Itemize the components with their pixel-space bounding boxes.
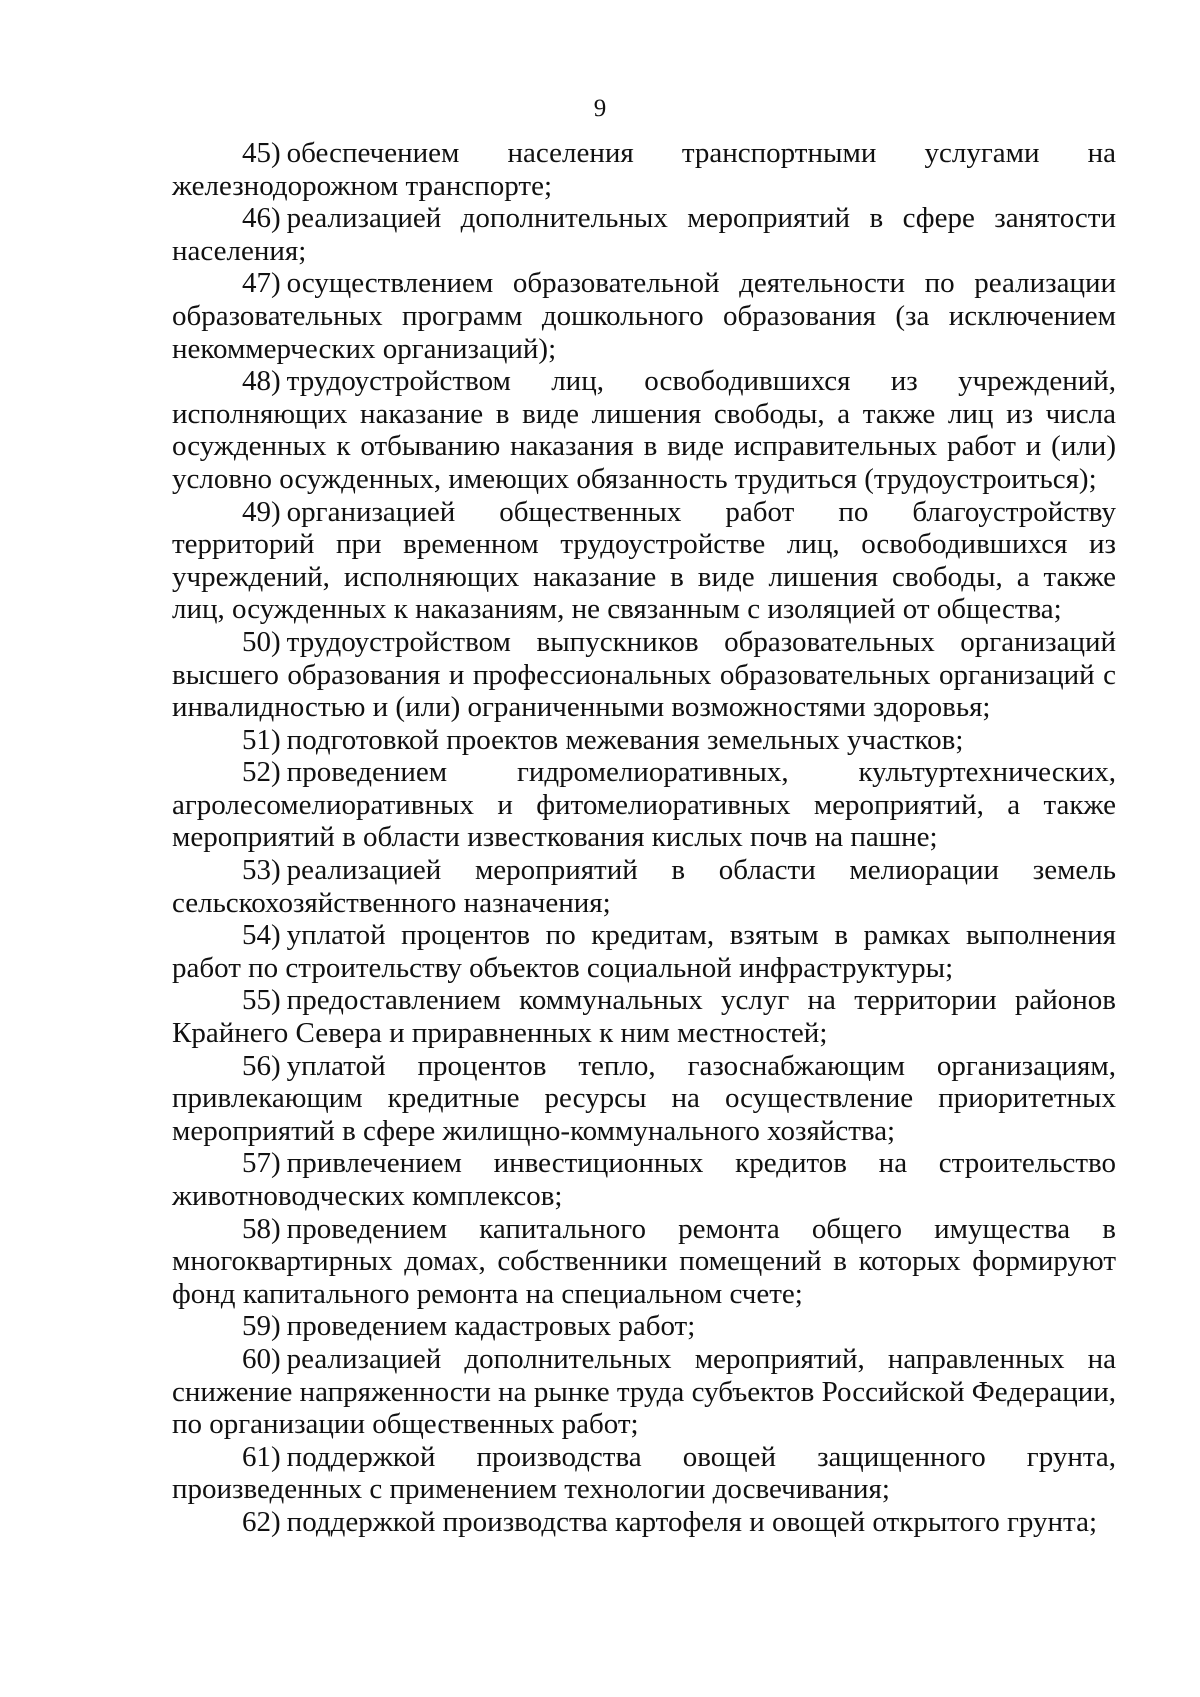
list-item-61 — [172, 1441, 1116, 1506]
item-number: 48) — [242, 365, 281, 398]
list-item-48 — [172, 365, 1116, 495]
list-item-55 — [172, 984, 1116, 1049]
item-number: 61) — [242, 1440, 281, 1473]
item-number: 53) — [242, 854, 281, 887]
item-text: реализацией дополнительных мероприятий, направленных на снижение напряженности на рынке труда субъектов Российской Федерации, по организации общественных работ; — [172, 1342, 1116, 1441]
item-text: обеспечением населения транспортными услугами на железнодорожном транспорте; — [172, 137, 1116, 202]
item-text: уплатой процентов по кредитам, взятым в рамках выполнения работ по строительству объектов социальной инфраструктуры; — [172, 919, 1116, 984]
page-number: 9 — [593, 95, 607, 122]
list-item-46 — [172, 202, 1116, 267]
item-number: 58) — [242, 1212, 281, 1245]
list-item-47 — [172, 267, 1116, 365]
list-item-45 — [172, 137, 1116, 202]
item-text: проведением гидромелиоративных, культуртехнических, агролесомелиоративных и фитомелиоративных мероприятий, а также мероприятий в области известкования кислых почв на пашне; — [172, 756, 1116, 854]
item-number: 50) — [242, 625, 281, 658]
list-item-57 — [172, 1147, 1116, 1212]
list-item-56 — [172, 1050, 1116, 1148]
item-text: предоставлением коммунальных услуг на территории районов Крайнего Севера и приравненных к ним местностей; — [172, 984, 1116, 1050]
item-text: проведением кадастровых работ; — [286, 1310, 696, 1343]
item-text: подготовкой проектов межевания земельных участков; — [286, 723, 964, 756]
item-text: привлечением инвестиционных кредитов на строительство животноводческих комплексов; — [172, 1147, 1116, 1212]
item-text: поддержкой производства овощей защищенного грунта, произведенных с применением технологии досвечивания; — [172, 1440, 1116, 1506]
item-text: трудоустройством выпускников образовательных организаций высшего образования и профессиональных образовательных организаций с инвалидностью и (или) ограниченными возможностями здоровья; — [172, 625, 1116, 724]
item-number: 49) — [242, 495, 281, 528]
item-text: уплатой процентов тепло, газоснабжающим организациям, привлекающим кредитные ресурсы на осуществление приоритетных мероприятий в сфере жилищно-коммунального хозяйства; — [172, 1049, 1116, 1147]
item-number: 52) — [242, 756, 281, 789]
item-number: 56) — [242, 1049, 281, 1082]
item-text: поддержкой производства картофеля и овощей открытого грунта; — [286, 1505, 1098, 1538]
item-text: проведением капитального ремонта общего имущества в многоквартирных домах, собственники помещений в которых формируют фонд капитального ремонта на специальном счете; — [172, 1212, 1116, 1310]
list-item-60 — [172, 1343, 1116, 1441]
list-item-59 — [172, 1310, 1116, 1343]
list-item-62 — [172, 1506, 1116, 1539]
item-number: 55) — [242, 984, 281, 1017]
item-number: 54) — [242, 919, 281, 952]
list-item-49 — [172, 496, 1116, 626]
list-item-50 — [172, 626, 1116, 724]
list-item-52 — [172, 756, 1116, 854]
item-text: реализацией дополнительных мероприятий в сфере занятости населения; — [172, 202, 1116, 267]
item-number: 62) — [242, 1505, 281, 1538]
document-body — [172, 137, 1116, 1539]
list-item-54 — [172, 919, 1116, 984]
item-text: осуществлением образовательной деятельности по реализации образовательных программ дошкольного образования (за исключением некоммерческих организаций); — [172, 267, 1116, 365]
item-number: 51) — [242, 723, 281, 756]
item-number: 57) — [242, 1147, 281, 1180]
list-item-58 — [172, 1213, 1116, 1311]
item-number: 59) — [242, 1310, 281, 1343]
item-text: трудоустройством лиц, освободившихся из учреждений, исполняющих наказание в виде лишения свободы, а также лиц из числа осужденных к отбыванию наказания в виде исправительных работ и (или) условно осужденных, имеющих обязанность трудиться (трудоустроиться); — [172, 365, 1116, 495]
item-text: реализацией мероприятий в области мелиорации земель сельскохозяйственного назначения; — [172, 854, 1116, 919]
item-number: 46) — [242, 202, 281, 235]
list-item-51 — [172, 724, 1116, 757]
list-item-53 — [172, 854, 1116, 919]
item-number: 47) — [242, 267, 281, 300]
item-number: 45) — [242, 137, 281, 169]
item-number: 60) — [242, 1342, 281, 1375]
item-text: организацией общественных работ по благоустройству территорий при временном трудоустройстве лиц, освободившихся из учреждений, исполняющих наказание в виде лишения свободы, а также лиц, осужденных к наказаниям, не связанным с изоляцией от общества; — [172, 495, 1116, 626]
